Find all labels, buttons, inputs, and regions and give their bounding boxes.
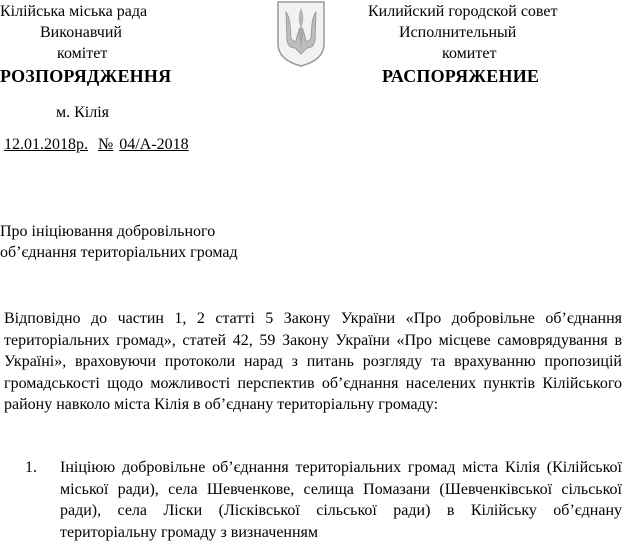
item-text: Ініціюю добровільне об’єднання територіальних громад міста Кілія (Кілійської міської ради), села Шевченкове, селища Помазани (Шевченківської сільської ради), села Ліски (Лісківської сільської ради) в Кілійську об’єднану територіальну громаду з визначенням xyxy=(60,459,622,541)
place: м. Кілія xyxy=(56,104,110,121)
intro-paragraph: Відповідно до частин 1, 2 статті 5 Закону України «Про добровільне об’єднання територіальних громад», статей 42, 59 Закону України «Про місцеве самоврядування в Україні», враховуючи протоколи нарад з питань розгляду та врахуванню пропозицій громадськості щодо можливості перспектив об’єднання населених пунктів Кілійського району навколо міста Кілія в об’єднану територіальну громаду: xyxy=(4,310,622,413)
council-name-ru: Килийский городской совет xyxy=(368,3,558,20)
doc-date: 12.01.2018р. xyxy=(4,136,88,153)
number-sign: № xyxy=(98,136,114,153)
executive-label-ua: Виконавчий xyxy=(40,24,122,41)
committee-label-ua: комітет xyxy=(57,45,108,62)
doc-type-ua: РОЗПОРЯДЖЕННЯ xyxy=(0,66,172,86)
subject-line-2: об’єднання територіальних громад xyxy=(0,244,238,261)
subject-line-1: Про ініціювання добровільного xyxy=(0,223,216,240)
council-name-ua: Кілійська міська рада xyxy=(0,3,148,20)
item-number: 1. xyxy=(25,459,37,476)
committee-label-ru: комитет xyxy=(442,45,497,62)
trident-icon xyxy=(275,0,327,68)
doc-number: 04/А-2018 xyxy=(119,136,189,153)
executive-label-ru: Исполнительный xyxy=(399,24,517,41)
doc-type-ru: РАСПОРЯЖЕНИЕ xyxy=(382,66,540,86)
underline-padding xyxy=(189,136,201,154)
doc-date-number xyxy=(2,136,201,154)
